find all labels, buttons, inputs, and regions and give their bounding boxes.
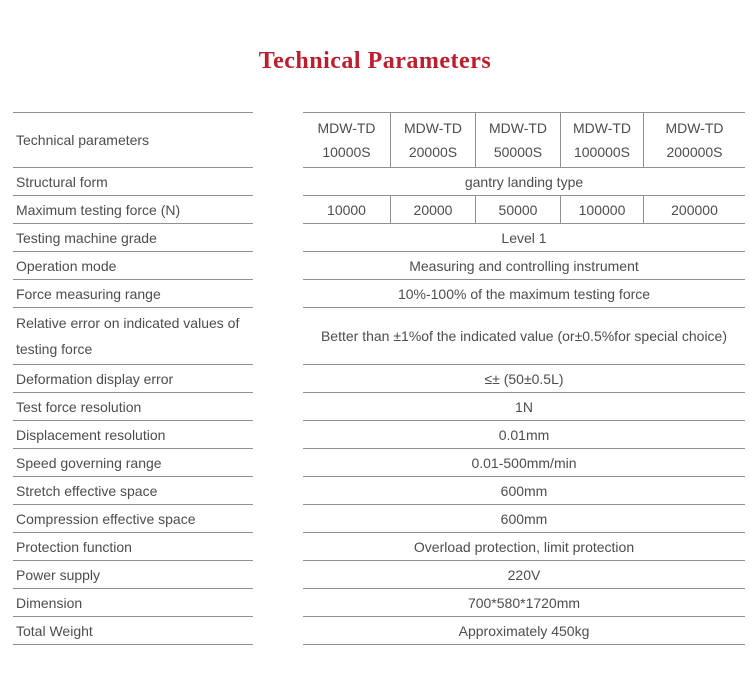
row-label: Test force resolution <box>13 393 253 421</box>
model-series-label: MDW-TD <box>488 120 548 136</box>
model-series-label: MDW-TD <box>317 120 376 136</box>
table-row <box>13 168 745 196</box>
corner-header-cell: Technical parameters <box>13 112 253 168</box>
model-header-cell <box>643 113 745 167</box>
row-label: Speed governing range <box>13 449 253 477</box>
column-gap <box>253 617 303 645</box>
row-value: 0.01mm <box>303 421 745 449</box>
row-label: Deformation display error <box>13 365 253 393</box>
model-code-label: 100000S <box>573 144 631 160</box>
row-label: Power supply <box>13 561 253 589</box>
column-gap <box>253 421 303 449</box>
column-gap <box>253 168 303 196</box>
table-row <box>13 533 745 561</box>
model-code-label: 200000S <box>666 144 723 160</box>
force-value-cell: 200000 <box>643 196 745 223</box>
model-code-label: 10000S <box>322 144 371 160</box>
table-row <box>13 477 745 505</box>
column-gap <box>253 196 303 224</box>
table-row <box>13 196 745 224</box>
row-label: Force measuring range <box>13 280 253 308</box>
model-code-label: 20000S <box>408 144 458 160</box>
table-row <box>13 589 745 617</box>
row-value: Measuring and controlling instrument <box>303 252 745 280</box>
table-row <box>13 280 745 308</box>
row-value: gantry landing type <box>303 168 745 196</box>
model-header-cell <box>560 113 643 167</box>
row-label: Displacement resolution <box>13 421 253 449</box>
model-header-cell <box>303 113 390 167</box>
table-row <box>13 224 745 252</box>
column-gap <box>253 533 303 561</box>
row-value: 600mm <box>303 477 745 505</box>
column-gap <box>253 505 303 533</box>
table-row <box>13 505 745 533</box>
column-gap <box>253 365 303 393</box>
row-label: Operation mode <box>13 252 253 280</box>
table-row <box>13 561 745 589</box>
force-value-cell: 100000 <box>560 196 643 223</box>
row-value: 220V <box>303 561 745 589</box>
row-label: Structural form <box>13 168 253 196</box>
row-label: Total Weight <box>13 617 253 645</box>
column-gap <box>253 477 303 505</box>
row-value: ≤± (50±0.5L) <box>303 365 745 393</box>
row-label: Compression effective space <box>13 505 253 533</box>
row-label: Stretch effective space <box>13 477 253 505</box>
table-row <box>13 252 745 280</box>
model-series-label: MDW-TD <box>665 120 724 136</box>
column-gap <box>253 589 303 617</box>
row-value: Better than ±1%of the indicated value (or±0.5%for special choice) <box>303 308 745 365</box>
row-value: Approximately 450kg <box>303 617 745 645</box>
column-gap <box>253 252 303 280</box>
column-gap <box>253 561 303 589</box>
table-header-row <box>13 112 745 168</box>
table-row <box>13 421 745 449</box>
column-gap <box>253 393 303 421</box>
table-row <box>13 449 745 477</box>
row-value: 600mm <box>303 505 745 533</box>
table-row <box>13 365 745 393</box>
model-header-cell <box>390 113 475 167</box>
page-title: Technical Parameters <box>258 48 492 74</box>
row-values <box>303 196 745 224</box>
model-header-cell <box>475 113 560 167</box>
table-row <box>13 308 745 365</box>
force-value-cell: 50000 <box>475 196 560 223</box>
row-label: Dimension <box>13 589 253 617</box>
column-gap <box>253 224 303 252</box>
model-series-label: MDW-TD <box>572 120 632 136</box>
force-value-cell: 20000 <box>390 196 475 223</box>
force-value-cell: 10000 <box>327 201 366 218</box>
row-value: 0.01-500mm/min <box>303 449 745 477</box>
row-value: Level 1 <box>303 224 745 252</box>
model-header-cells <box>303 112 745 168</box>
row-value: 700*580*1720mm <box>303 589 745 617</box>
technical-parameters-table <box>13 112 745 645</box>
table-row <box>13 617 745 645</box>
column-gap <box>253 112 303 168</box>
column-gap <box>253 308 303 365</box>
column-gap <box>253 449 303 477</box>
row-label: Testing machine grade <box>13 224 253 252</box>
model-series-label: MDW-TD <box>403 120 463 136</box>
row-value: 1N <box>303 393 745 421</box>
model-code-label: 50000S <box>493 144 543 160</box>
row-label: Relative error on indicated values of testing force <box>13 308 253 365</box>
row-label: Protection function <box>13 533 253 561</box>
table-row <box>13 393 745 421</box>
row-value: Overload protection, limit protection <box>303 533 745 561</box>
column-gap <box>253 280 303 308</box>
row-label: Maximum testing force (N) <box>13 196 253 224</box>
row-value: 10%-100% of the maximum testing force <box>303 280 745 308</box>
